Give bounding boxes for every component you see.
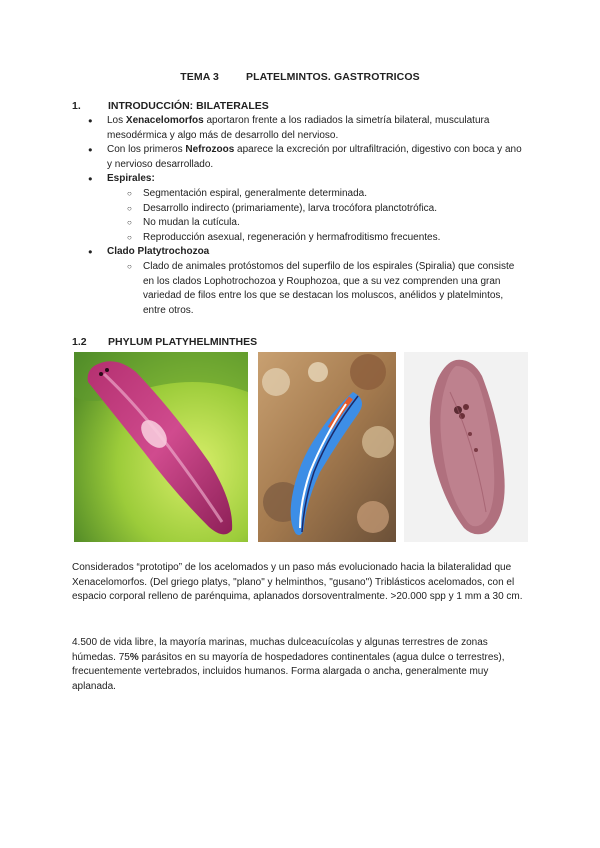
sub-list-item: ○ Segmentación espiral, generalmente determinada.: [107, 187, 528, 202]
sub-list-item: ○ Clado de animales protóstomos del superfilo de los espirales (Spiralia) que consiste en los clados Lophotrochozoa y Rouphozoa, que a su vez comprenden una gran variedad de filos entre los que se destacan los moluscos, anélidos y platelmintos, entre otros.: [107, 260, 528, 318]
sub-list-item: ○ Reproducción asexual, regeneración y hermafroditismo frecuentes.: [107, 231, 528, 246]
document-title: [0, 71, 600, 83]
blue-flatworm-on-reef-photo: [258, 352, 396, 542]
list-item: [88, 143, 528, 172]
tema-label: TEMA 3: [180, 71, 219, 83]
list-item-text: aportaron frente a los radiados la simetría bilateral, musculatura mesodérmica y algo más de desarrollo del nervioso.: [107, 115, 490, 141]
section-number: 1.2: [72, 336, 87, 348]
paragraph-bold-text: %: [129, 651, 139, 663]
section-number: 1.: [72, 100, 81, 112]
paragraph-text: parásitos en su mayoría de hospedadores continentales (agua dulce o terrestres), frecuentemente vertebrados, incluidos humanos. Forma alargada o ancha, generalmente muy aplanada.: [72, 651, 505, 692]
section-heading-introduccion: [72, 100, 269, 112]
section-heading-phylum: [72, 336, 257, 348]
list-item-bold-term: Espirales:: [107, 173, 155, 185]
list-item: [88, 245, 528, 318]
sub-list-item: ○ Desarrollo indirecto (primariamente), larva trocófora planctotrófica.: [107, 202, 528, 217]
pink-planarian-photo: [74, 352, 248, 542]
list-item: [88, 114, 528, 143]
sub-list: [107, 260, 528, 318]
list-item-text: Los: [107, 115, 126, 126]
sub-list-item: ○ No mudan la cutícula.: [107, 216, 528, 231]
phylum-description-paragraph: Considerados “prototipo” de los acelomados y un paso más evolucionado hacia la bilateralidad que Xenacelomorfos. (Del griego platys, "plano" y helminthos, "gusano") Triblásticos acelomados, con el espacio corporal relleno de parénquima, aplanados dorsoventralmente. >20.000 spp y 1 mm a 30 cm.: [72, 562, 523, 603]
section-title: PHYLUM PLATYHELMINTHES: [108, 336, 258, 348]
intro-bullet-list: [88, 114, 528, 318]
stained-fluke-specimen-photo: [404, 352, 528, 542]
paragraph-text: 4.500 de vida libre, la mayoría marinas, muchas dulceacuícolas y algunas terrestres de zonas húmedas. 75: [72, 637, 488, 663]
phylum-habitat-paragraph: [72, 636, 532, 694]
section-title: INTRODUCCIÓN: BILATERALES: [108, 100, 269, 112]
list-item-text: Con los primeros: [107, 144, 186, 156]
list-item-bold-term: Xenacelomorfos: [125, 115, 204, 126]
sub-list: [107, 187, 528, 245]
list-item-text: aparece la excreción por ultrafiltración, digestivo con boca y ano y nervioso desarrollado.: [107, 144, 522, 170]
list-item-bold-term: Nefrozoos: [185, 144, 235, 156]
tema-title: PLATELMINTOS. GASTROTRICOS: [246, 71, 420, 83]
list-item: [88, 172, 528, 245]
list-item-bold-term: Clado Platytrochozoa: [107, 246, 210, 258]
